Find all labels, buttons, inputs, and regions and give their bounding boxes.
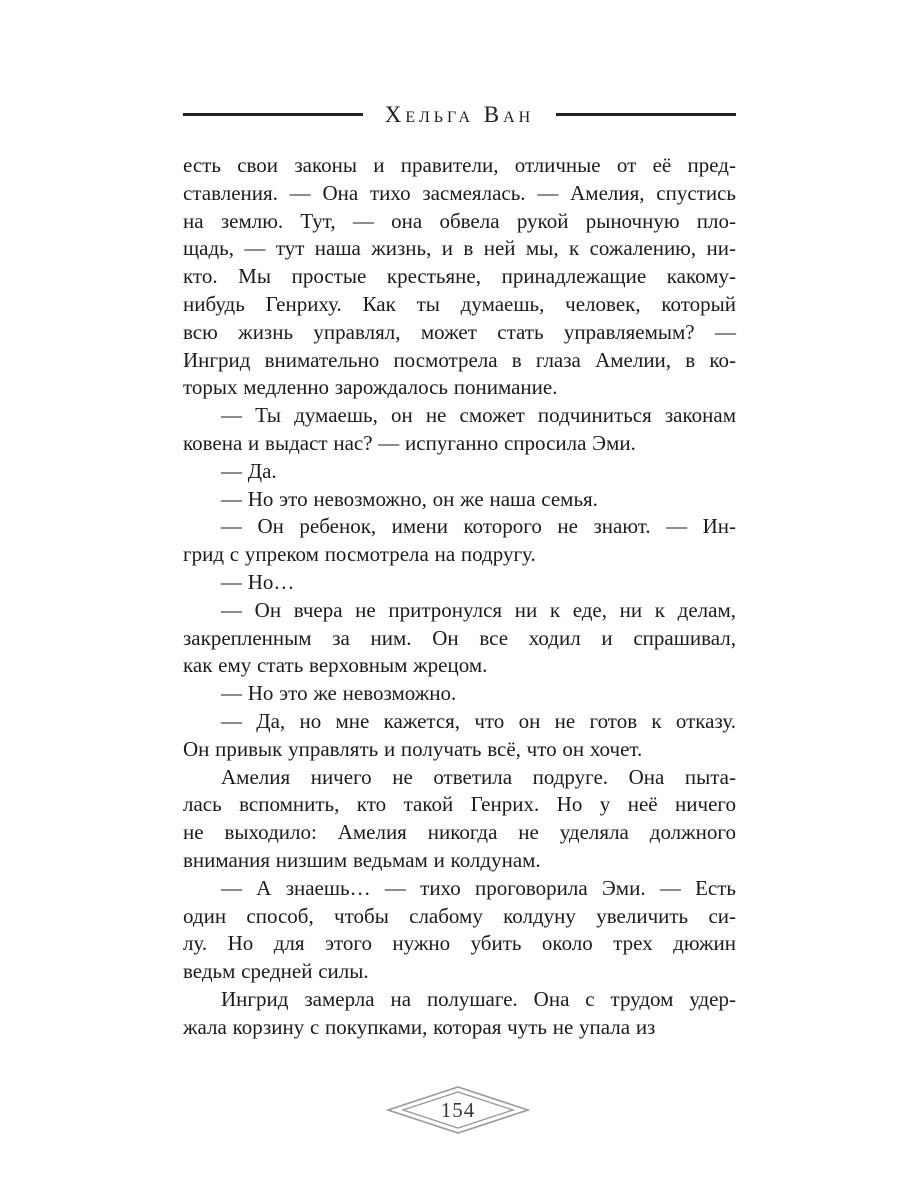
text-line: грид с упреком посмотрела на подругу. [183, 542, 536, 567]
paragraph [183, 764, 736, 875]
text-line: Ингрид замерла на полушаге. Она с трудом удер- [221, 986, 736, 1011]
text-line: жала корзину с покупками, которая чуть не упала из [183, 1014, 656, 1039]
text-line: — А знаешь… — тихо проговорила Эми. — Есть [221, 875, 736, 900]
paragraph [183, 486, 736, 514]
paragraph [183, 152, 736, 402]
text-line: есть свои законы и правители, отличные от её пред- [183, 153, 736, 177]
header-rule-right [556, 113, 736, 116]
text-line: Он привык управлять и получать всё, что он хочет. [183, 736, 643, 761]
paragraph [183, 986, 736, 1042]
text-line: не выходило: Амелия никогда не уделяла должного [183, 820, 736, 845]
running-head [183, 103, 736, 126]
header-rule-left [183, 113, 363, 116]
text-line: кто. Мы простые крестьяне, принадлежащие какому- [183, 264, 736, 289]
paragraph [183, 458, 736, 486]
text-line: щадь, — тут наша жизнь, и в ней мы, к сожалению, ни- [183, 236, 736, 261]
text-line: закрепленным за ним. Он все ходил и спрашивал, [183, 625, 736, 650]
text-line: ведьм средней силы. [183, 959, 369, 984]
text-line: ковена и выдаст нас? — испуганно спросила Эми. [183, 430, 636, 455]
text-line: один способ, чтобы слабому колдуну увеличить си- [183, 903, 736, 928]
text-line: — Да. [221, 458, 277, 483]
text-line: как ему стать верховным жрецом. [183, 653, 488, 678]
text-line: — Но… [221, 569, 295, 594]
text-line: ставления. — Она тихо засмеялась. — Амелия, спустись [183, 180, 736, 205]
text-line: всю жизнь управлял, может стать управляемым? — [183, 319, 736, 344]
paragraph [183, 513, 736, 569]
paragraph [183, 680, 736, 708]
text-line: торых медленно зарождалось понимание. [183, 375, 558, 400]
paragraph [183, 708, 736, 764]
text-line: на землю. Тут, — она обвела рукой рыночную пло- [183, 208, 736, 233]
page-number: 154 [440, 1097, 476, 1122]
page-number-ornament [383, 1085, 533, 1135]
text-line: — Он вчера не притронулся ни к еде, ни к делам, [221, 597, 736, 622]
text-line: Ингрид внимательно посмотрела в глаза Амелии, в ко- [183, 347, 736, 372]
text-line: — Да, но мне кажется, что он не готов к отказу. [221, 708, 736, 733]
text-block [183, 152, 736, 1042]
text-line: лась вспомнить, кто такой Генрих. Но у неё ничего [183, 792, 736, 817]
paragraph [183, 569, 736, 597]
paragraph [183, 875, 736, 986]
text-line: — Но это невозможно, он же наша семья. [221, 486, 598, 511]
paragraph [183, 597, 736, 680]
page-title: Хельга Ван [384, 102, 535, 127]
text-line: — Но это же невозможно. [221, 681, 457, 706]
text-line: лу. Но для этого нужно убить около трех дюжин [183, 931, 736, 956]
text-line: внимания низшим ведьмам и колдунам. [183, 847, 541, 872]
text-line: — Он ребенок, имени которого не знают. — Ин- [221, 514, 736, 539]
text-line: нибудь Генриху. Как ты думаешь, человек, который [183, 291, 736, 316]
paragraph [183, 402, 736, 458]
text-line: — Ты думаешь, он не сможет подчиниться законам [221, 403, 736, 428]
text-line: Амелия ничего не ответила подруге. Она пыта- [221, 764, 736, 789]
